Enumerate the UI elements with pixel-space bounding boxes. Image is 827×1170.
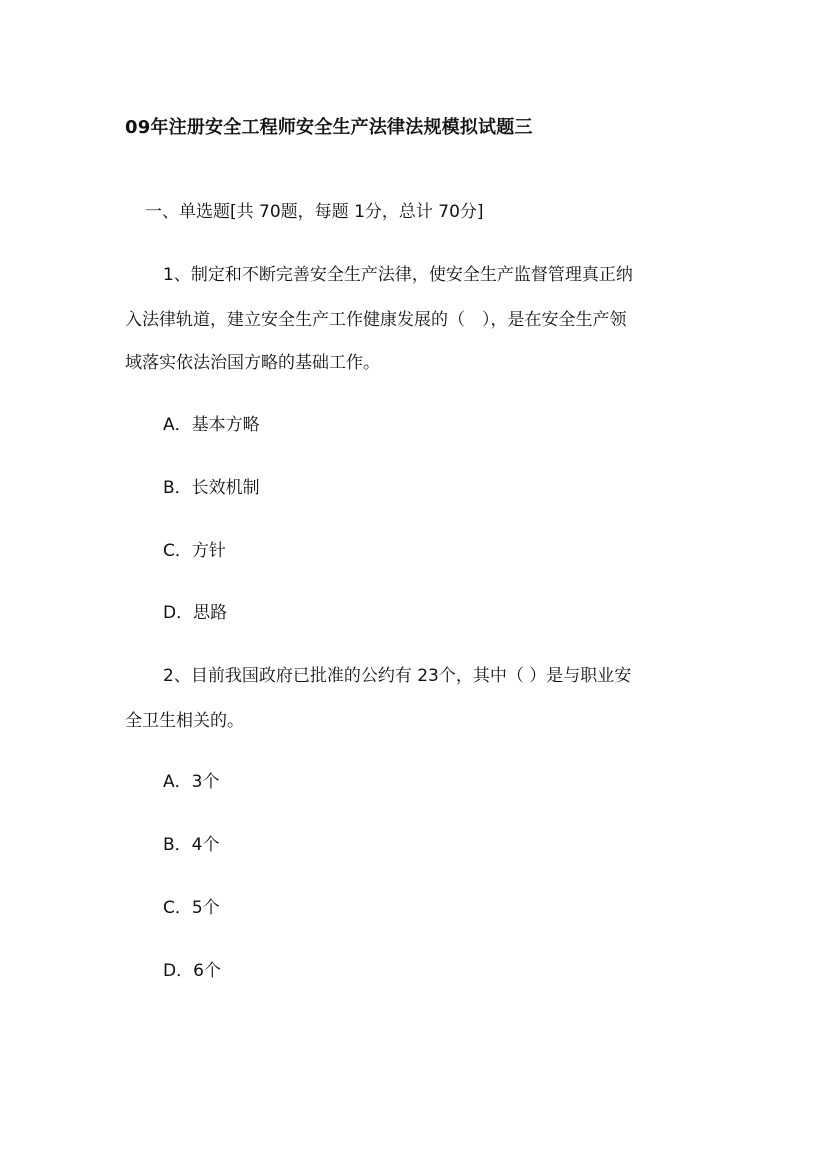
question-2-option-a: A．3个 — [163, 772, 220, 792]
question-2-line-1: 2、目前我国政府已批准的公约有 23个，其中（ ）是与职业安 — [163, 666, 632, 686]
document-title: 09年注册安全工程师安全生产法律法规模拟试题三 — [125, 117, 533, 138]
question-1-line-3: 域落实依法治国方略的基础工作。 — [125, 353, 380, 373]
section-heading: 一、单选题[共 70题，每题 1分，总计 70分] — [145, 202, 484, 222]
question-2-option-d: D．6个 — [163, 961, 221, 981]
question-1-line-2: 入法律轨道，建立安全生产工作健康发展的（ ），是在安全生产领 — [125, 310, 627, 330]
question-2-option-c: C．5个 — [163, 898, 220, 918]
question-2-option-b: B．4个 — [163, 835, 220, 855]
question-2-line-2: 全卫生相关的。 — [125, 711, 244, 731]
question-1-option-c: C．方针 — [163, 541, 226, 561]
question-1-option-b: B．长效机制 — [163, 478, 260, 498]
question-1-option-d: D．思路 — [163, 603, 228, 623]
question-1-line-1: 1、制定和不断完善安全生产法律，使安全生产监督管理真正纳 — [163, 265, 633, 285]
question-1-option-a: A．基本方略 — [163, 415, 260, 435]
